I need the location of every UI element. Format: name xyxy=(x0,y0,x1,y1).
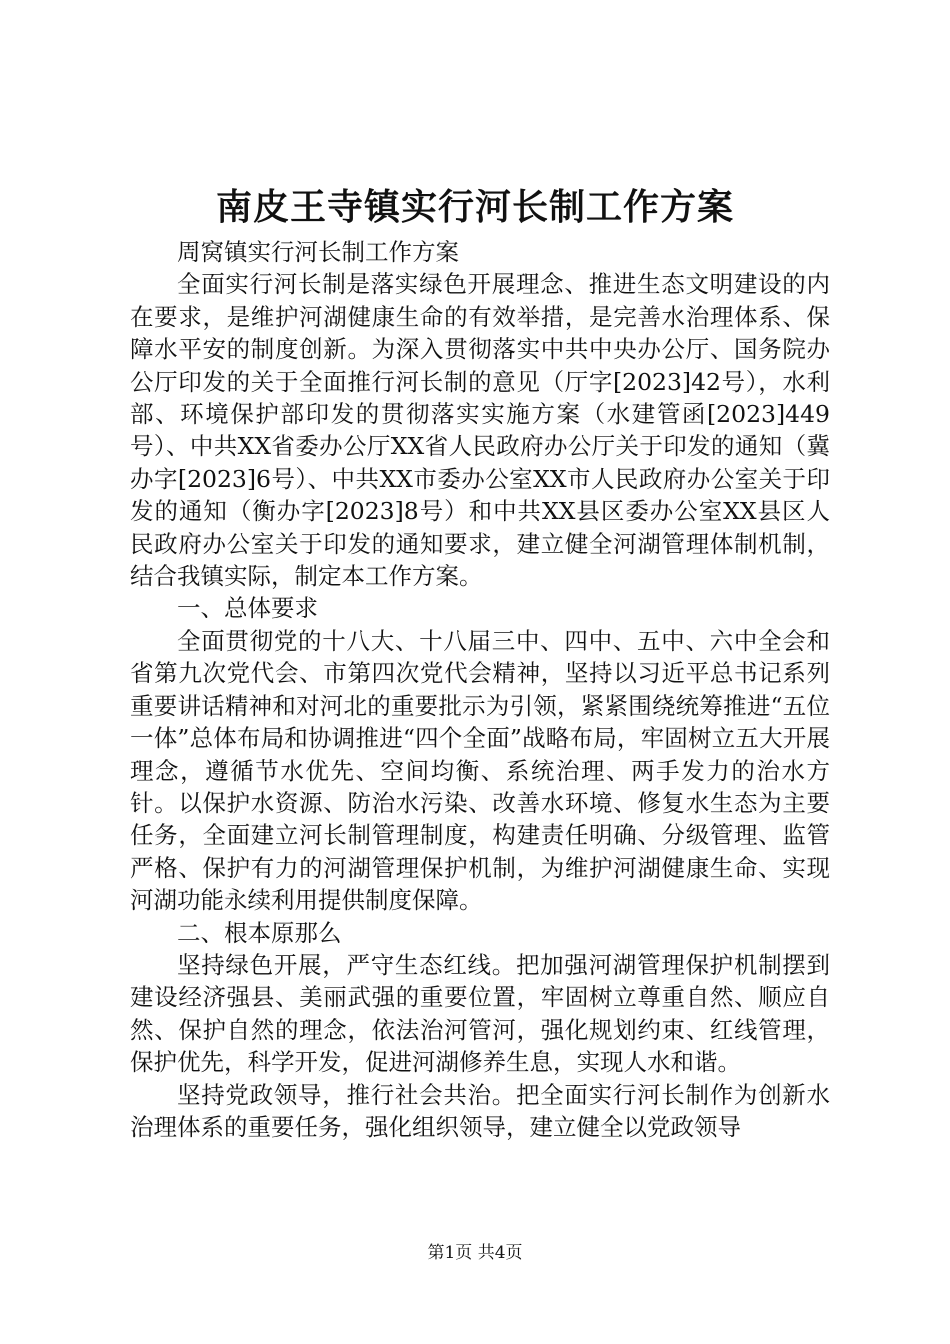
section-heading-general-requirements: 一、总体要求 xyxy=(177,594,318,623)
general-requirements-paragraph: 全面贯彻党的十八大、十八届三中、四中、五中、六中全会和省第九次党代会、市第四次党代会精神，坚持以习近平总书记系列重要讲话精神和对河北的重要批示为引领，紧紧围绕统筹推进“五位一体”总体布局和协调推进“四个全面”战略布局，牢固树立五大开展理念，遵循节水优先、空间均衡、系统治理、两手发力的治水方针。以保护水资源、防治水污染、改善水环境、修复水生态为主要任务，全面建立河长制管理制度，构建责任明确、分级管理、监管严格、保护有力的河湖管理保护机制，为维护河湖健康生命、实现河湖功能永续利用提供制度保障。 xyxy=(130,626,830,915)
document-title: 南皮王寺镇实行河长制工作方案 xyxy=(215,186,734,228)
document-body xyxy=(130,236,830,1143)
principle-party-leadership-paragraph: 坚持党政领导，推行社会共治。把全面实行河长制作为创新水治理体系的重要任务，强化组织领导，建立健全以党政领导 xyxy=(130,1080,830,1141)
subtitle-paragraph: 周窝镇实行河长制工作方案 xyxy=(177,238,459,266)
section-heading-basic-principles: 二、根本原那么 xyxy=(177,918,342,947)
principle-green-development-paragraph: 坚持绿色开展，严守生态红线。把加强河湖管理保护机制摆到建设经济强县、美丽武强的重要位置，牢固树立尊重自然、顺应自然、保护自然的理念，依法治河管河，强化规划约束、红线管理，保护优先，科学开发，促进河湖修养生息，实现人水和谐。 xyxy=(130,950,830,1077)
intro-paragraph: 全面实行河长制是落实绿色开展理念、推进生态文明建设的内在要求，是维护河湖健康生命的有效举措，是完善水治理体系、保障水平安的制度创新。为深入贯彻落实中共中央办公厅、国务院办公厅印发的关于全面推行河长制的意见（厅字[2023]42号），水利部、环境保护部印发的贯彻落实实施方案（水建管函[2023]449号）、中共XX省委办公厅XX省人民政府办公厅关于印发的通知（冀办字[2023]6号）、中共XX市委办公室XX市人民政府办公室关于印发的通知（衡办字[2023]8号）和中共XX县区委办公室XX县区人民政府办公室关于印发的通知要求，建立健全河湖管理体制机制，结合我镇实际，制定本工作方案。 xyxy=(130,270,830,591)
page-footer: 第1页 共4页 xyxy=(427,1243,523,1263)
